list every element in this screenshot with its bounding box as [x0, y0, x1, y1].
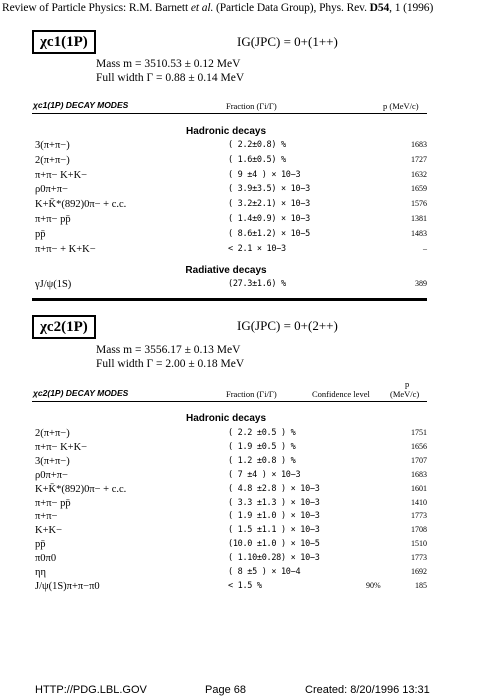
decay-mode: pp̄ — [35, 228, 46, 240]
decay-row — [0, 279, 497, 290]
momentum-value: 1576 — [411, 199, 427, 209]
particle-name-box — [32, 315, 96, 339]
decay-mode: π+π− K+K− — [35, 169, 88, 181]
decay-row — [0, 170, 497, 181]
decay-mode: ηη — [35, 567, 46, 578]
momentum-value: 1510 — [411, 539, 427, 549]
decay-mode: γJ/ψ(1S) — [35, 279, 72, 290]
decay-row — [0, 428, 497, 439]
mass-line: Mass m = 3556.17 ± 0.13 MeV — [96, 344, 241, 356]
branching-fraction: ( 8.6±1.2) × 10−5 — [228, 228, 310, 239]
momentum-value: 1727 — [411, 154, 427, 164]
decay-row — [0, 199, 497, 210]
decay-mode: ρ0π+π− — [35, 469, 68, 481]
branching-fraction: < 2.1 × 10−3 — [228, 243, 286, 254]
decay-row — [0, 525, 497, 536]
header-etal: et al. — [190, 2, 214, 14]
footer-page: Page 68 — [205, 684, 246, 696]
decay-mode: 3(π+π−) — [35, 455, 70, 467]
section-title: Hadronic decays — [185, 413, 267, 424]
branching-fraction: ( 1.10±0.28) × 10−3 — [228, 553, 320, 564]
quantum-numbers: IG(JPC) = 0+(1++) — [237, 34, 338, 49]
decay-row — [0, 184, 497, 195]
decay-row — [0, 511, 497, 522]
momentum-value: 1773 — [411, 511, 427, 521]
particle-name: χc2(1P) — [40, 319, 88, 335]
col-momentum: p (MeV/c) — [383, 101, 419, 111]
decay-row — [0, 498, 497, 509]
decay-row — [0, 442, 497, 453]
table-rule — [32, 401, 427, 402]
mass-line: Mass m = 3510.53 ± 0.12 MeV — [96, 58, 241, 70]
branching-fraction: (10.0 ±1.0 ) × 10−5 — [228, 539, 320, 550]
header-journal: D54 — [369, 2, 390, 14]
momentum-value: 1708 — [411, 525, 427, 535]
decay-mode: pp̄ — [35, 539, 46, 551]
decay-row — [0, 244, 497, 255]
decay-mode: 2(π+π−) — [35, 428, 70, 439]
branching-fraction: ( 8 ±5 ) × 10−4 — [228, 567, 301, 577]
momentum-value: 1659 — [411, 184, 427, 194]
momentum-value: 1683 — [411, 469, 427, 479]
branching-fraction: ( 3.3 ±1.3 ) × 10−3 — [228, 497, 320, 508]
decay-row — [0, 470, 497, 481]
particle-separator — [32, 298, 427, 301]
header-suffix: , 1 (1996) — [389, 2, 434, 14]
page-header — [2, 2, 433, 14]
section-title: Radiative decays — [185, 265, 267, 276]
width-line: Full width Γ = 2.00 ± 0.18 MeV — [96, 358, 245, 370]
footer-created: Created: 8/20/1996 13:31 — [305, 684, 430, 696]
momentum-value: 1692 — [411, 567, 427, 576]
decay-mode: π+π− pp̄ — [35, 497, 71, 509]
momentum-value: 185 — [415, 580, 427, 590]
branching-fraction: ( 2.2±0.8) % — [228, 140, 286, 150]
quantum-numbers: IG(JPC) = 0+(2++) — [237, 318, 338, 333]
section-title: Hadronic decays — [185, 126, 267, 137]
header-prefix: Review of Particle Physics: R.M. Barnett — [2, 2, 191, 14]
branching-fraction: ( 1.2 ±0.8 ) % — [228, 455, 296, 466]
momentum-value: 1656 — [411, 441, 427, 451]
col-momentum-symbol: p — [405, 379, 410, 389]
col-fraction: Fraction (Γi/Γ) — [226, 389, 277, 399]
decay-row — [0, 456, 497, 467]
header-middle: (Particle Data Group), Phys. Rev. — [213, 2, 370, 14]
col-momentum-unit: (MeV/c) — [390, 389, 420, 399]
width-line: Full width Γ = 0.88 ± 0.14 MeV — [96, 72, 245, 84]
branching-fraction: ( 3.9±3.5) × 10−3 — [228, 184, 310, 195]
decay-mode: π+π− + K+K− — [35, 243, 96, 255]
decay-mode: π+π− — [35, 511, 58, 523]
momentum-value: 1632 — [411, 169, 427, 179]
table-rule — [32, 113, 427, 114]
momentum-value: 1751 — [411, 428, 427, 437]
branching-fraction: < 1.5 % — [228, 580, 262, 591]
branching-fraction: ( 1.9 ±0.5 ) % — [228, 441, 296, 452]
col-confidence-level: Confidence level — [312, 389, 370, 399]
branching-fraction: ( 1.5 ±1.1 ) × 10−3 — [228, 525, 320, 536]
decay-row — [0, 581, 497, 592]
decay-row — [0, 553, 497, 564]
decay-mode: K+K− — [35, 525, 63, 537]
decay-mode: ρ0π+π− — [35, 184, 68, 196]
decay-row — [0, 567, 497, 578]
decay-mode: 2(π+π−) — [35, 154, 70, 166]
momentum-value: 1773 — [411, 553, 427, 563]
decay-row — [0, 214, 497, 225]
branching-fraction: ( 1.4±0.9) × 10−3 — [228, 214, 310, 224]
branching-fraction: (27.3±1.6) % — [228, 279, 286, 289]
particle-name-box — [32, 30, 96, 54]
decay-table-title: χc2(1P) DECAY MODES — [33, 388, 129, 398]
decay-table-title: χc1(1P) DECAY MODES — [33, 100, 129, 110]
momentum-value: 1601 — [411, 483, 427, 493]
branching-fraction: ( 1.9 ±1.0 ) × 10−3 — [228, 511, 320, 522]
decay-row — [0, 484, 497, 495]
decay-row — [0, 155, 497, 166]
decay-mode: π0π0 — [35, 553, 57, 565]
branching-fraction: ( 1.6±0.5) % — [228, 154, 286, 165]
decay-mode: K+K̄*(892)0π− + c.c. — [35, 199, 127, 211]
momentum-value: 1707 — [411, 455, 427, 465]
branching-fraction: ( 2.2 ±0.5 ) % — [228, 428, 296, 438]
momentum-value: 389 — [415, 279, 427, 288]
decay-mode: K+K̄*(892)0π− + c.c. — [35, 483, 127, 495]
col-fraction: Fraction (Γi/Γ) — [226, 101, 277, 111]
momentum-value: 1483 — [411, 228, 427, 238]
momentum-value: – — [423, 243, 427, 253]
momentum-value: 1410 — [411, 497, 427, 507]
branching-fraction: ( 4.8 ±2.8 ) × 10−3 — [228, 483, 320, 494]
momentum-value: 1683 — [411, 140, 427, 149]
branching-fraction: ( 9 ±4 ) × 10−3 — [228, 169, 301, 180]
particle-name: χc1(1P) — [40, 34, 88, 50]
decay-mode: 3(π+π−) — [35, 140, 70, 151]
footer-url: HTTP://PDG.LBL.GOV — [35, 684, 147, 696]
decay-row — [0, 140, 497, 151]
decay-row — [0, 229, 497, 240]
confidence-level: 90% — [366, 580, 381, 590]
decay-row — [0, 539, 497, 550]
branching-fraction: ( 7 ±4 ) × 10−3 — [228, 469, 301, 480]
decay-mode: π+π− pp̄ — [35, 214, 71, 225]
decay-mode: π+π− K+K− — [35, 441, 88, 453]
momentum-value: 1381 — [411, 214, 427, 223]
decay-mode: J/ψ(1S)π+π−π0 — [35, 580, 100, 592]
branching-fraction: ( 3.2±2.1) × 10−3 — [228, 199, 310, 210]
